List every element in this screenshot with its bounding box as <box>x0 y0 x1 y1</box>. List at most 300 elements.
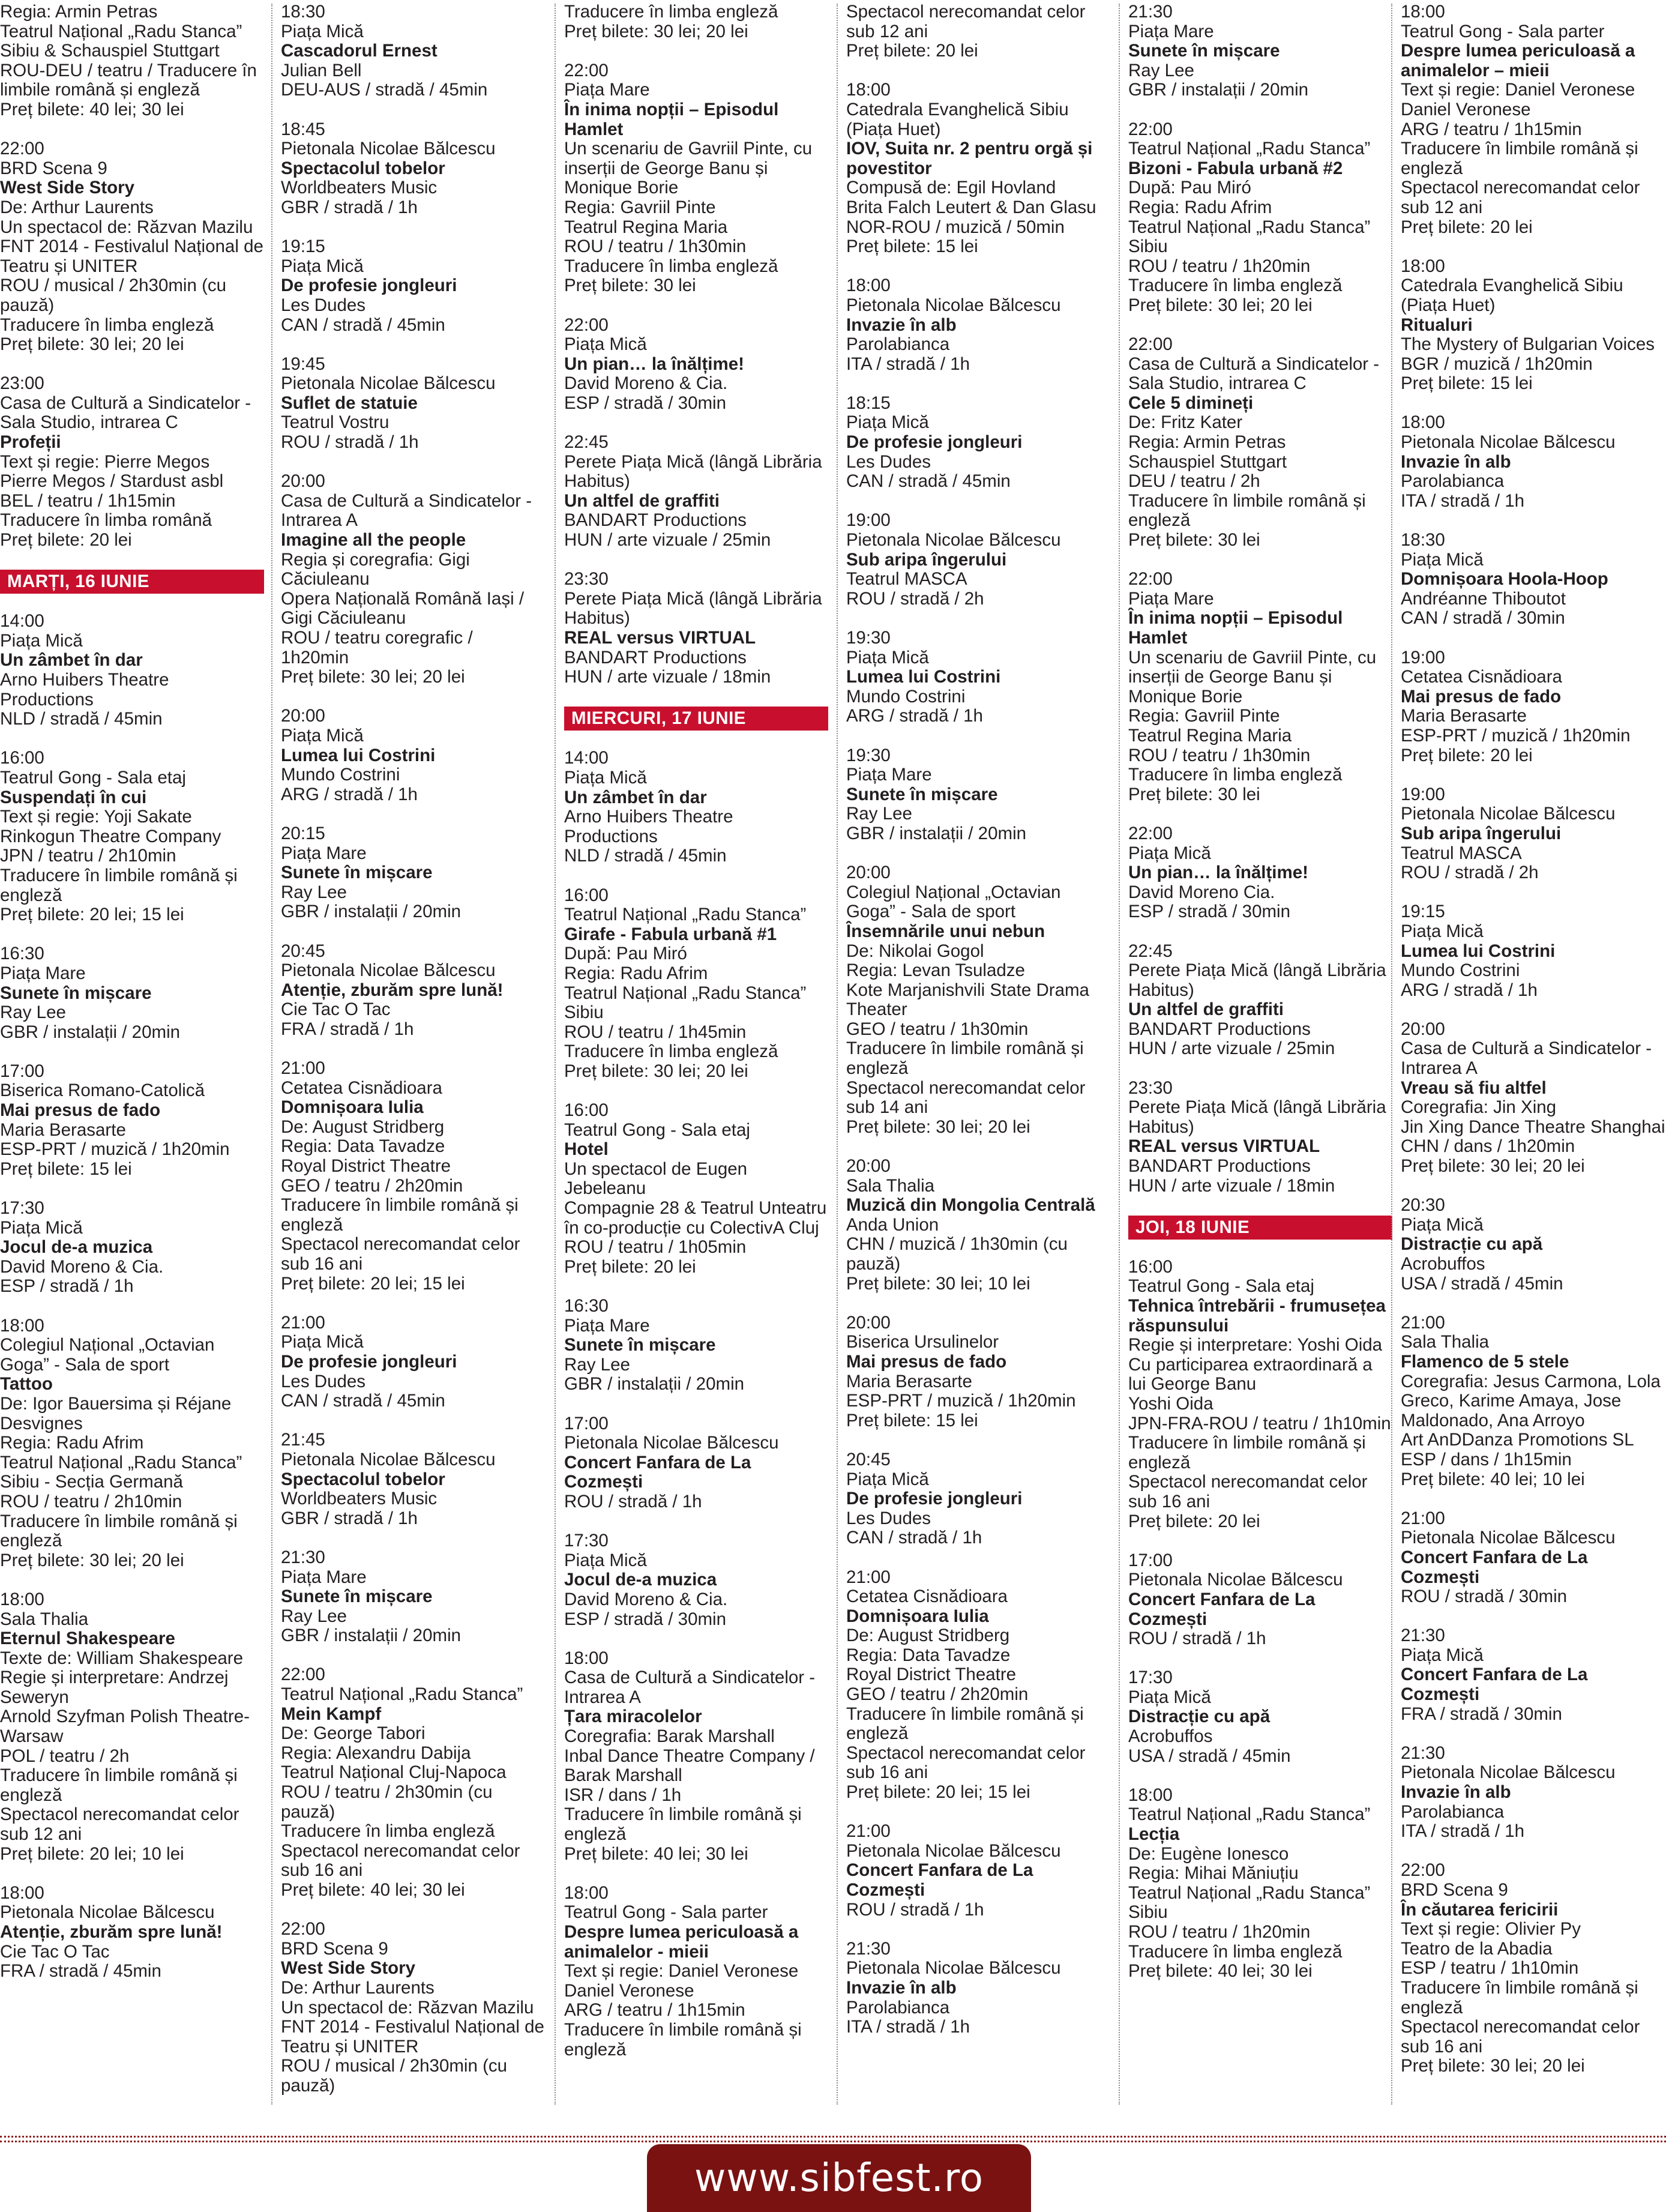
event-detail: CAN / stradă / 45min <box>281 315 445 335</box>
event-detail: Regia: Mihai Măniuțiu <box>1128 1863 1299 1884</box>
event-detail: Regia: Data Tavadze <box>846 1645 1011 1665</box>
event-venue: Pietonala Nicolae Bălcescu <box>281 139 496 159</box>
event-time: 19:00 <box>846 510 891 531</box>
event-venue: Piața Mică <box>564 334 647 355</box>
event-entry <box>564 749 828 866</box>
event-detail: GBR / stradă / 1h <box>281 197 418 217</box>
event-venue: Sala Thalia <box>1401 1332 1490 1352</box>
event-detail: JPN-FRA-ROU / teatru / 1h10min <box>1128 1413 1391 1433</box>
event-detail: Parolabianca <box>1401 1801 1505 1822</box>
event-detail: Preț bilete: 20 lei; 15 lei <box>0 905 184 925</box>
event-entry <box>564 1414 828 1512</box>
event-time: 20:45 <box>846 1449 891 1469</box>
event-detail: Traducere în limbile română și engleză <box>0 1765 238 1805</box>
event-detail: Spectacol nerecomandat celor sub 12 ani <box>0 1804 239 1845</box>
event-detail: Worldbeaters Music <box>281 1489 438 1509</box>
event-detail: Daniel Veronese <box>1401 99 1531 119</box>
event-detail: Les Dudes <box>846 451 931 472</box>
event-time: 17:00 <box>1128 1550 1173 1570</box>
schedule-column <box>1128 2 1392 2127</box>
event-venue: Piața Mică <box>281 256 364 276</box>
event-time: 16:30 <box>564 1296 609 1316</box>
event-time: 20:00 <box>846 1156 891 1177</box>
event-entry <box>1401 1020 1666 1177</box>
event-entry <box>1401 1196 1666 1294</box>
event-venue: Piața Mare <box>281 1567 367 1587</box>
event-detail: Schauspiel Stuttgart <box>1128 451 1287 472</box>
event-title: REAL versus VIRTUAL <box>564 628 756 648</box>
event-time: 22:45 <box>1128 941 1173 961</box>
event-entry <box>846 746 1110 844</box>
event-title: Imagine all the people <box>281 530 466 550</box>
event-entry <box>1401 1744 1666 1842</box>
event-time: 18:00 <box>846 276 891 296</box>
event-detail: NLD / stradă / 45min <box>564 846 727 866</box>
event-time: 22:00 <box>0 139 44 159</box>
event-time: 21:30 <box>846 1938 891 1959</box>
day-header: MARȚI, 16 IUNIE <box>0 570 264 594</box>
event-detail: Teatrul Regina Maria <box>1128 725 1292 746</box>
event-detail: Regia: Levan Tsuladze <box>846 960 1025 981</box>
event-detail: ESP / stradă / 1h <box>0 1276 134 1297</box>
event-venue: Piața Mică <box>281 725 364 746</box>
event-detail: ESP-PRT / muzică / 1h20min <box>1401 725 1631 746</box>
event-title: IOV, Suita nr. 2 pentru orgă și povestitor <box>846 139 1093 178</box>
event-entry <box>1401 902 1666 1000</box>
event-title: De profesie jongleuri <box>281 1351 457 1372</box>
schedule-column <box>1401 2 1666 2127</box>
event-entry <box>281 707 545 804</box>
event-time: 23:30 <box>1128 1077 1173 1098</box>
event-entry <box>1401 2 1666 237</box>
event-entry <box>0 374 264 550</box>
event-title: Invazie în alb <box>846 1977 957 1998</box>
event-venue: Casa de Cultură a Sindicatelor - Sala Studio, intrarea C <box>0 393 251 433</box>
event-venue: Piața Mică <box>0 1217 83 1238</box>
event-detail: Cie Tac O Tac <box>281 999 391 1020</box>
event-detail: ROU / teatru / 2h30min (cu pauză) <box>281 1782 493 1822</box>
event-detail: Preț bilete: 40 lei; 30 lei <box>564 1843 748 1864</box>
event-detail: Traducere în limbile română și engleză <box>0 1511 238 1551</box>
event-detail: GBR / instalații / 20min <box>0 1022 181 1042</box>
event-title: Distracție cu apă <box>1401 1234 1543 1255</box>
event-detail: Preț bilete: 40 lei; 30 lei <box>281 1880 465 1900</box>
event-title: Concert Fanfara de La Cozmești <box>1401 1547 1588 1587</box>
event-venue: Piața Mare <box>564 80 650 100</box>
event-detail: Preț bilete: 40 lei; 10 lei <box>1401 1469 1585 1489</box>
event-entry <box>564 1297 828 1394</box>
event-title: Lumea lui Costrini <box>1401 941 1556 961</box>
event-entry <box>0 1199 264 1297</box>
event-venue: Pietonala Nicolae Bălcescu <box>1401 804 1616 824</box>
event-detail: Rinkogun Theatre Company <box>0 826 221 846</box>
event-detail: Traducere în limba engleză <box>0 315 214 335</box>
event-entry <box>1401 531 1666 628</box>
event-entry <box>564 1884 828 2060</box>
event-time: 22:00 <box>1128 334 1173 355</box>
event-venue: Cetatea Cisnădioara <box>1401 667 1562 687</box>
event-detail: DEU / teatru / 2h <box>1128 471 1260 492</box>
event-detail: Ray Lee <box>1128 60 1194 80</box>
event-detail: The Mystery of Bulgarian Voices <box>1401 334 1655 355</box>
event-entry <box>0 749 264 924</box>
event-time: 18:00 <box>1401 412 1445 433</box>
event-time: 14:00 <box>564 748 609 768</box>
event-detail: Spectacol nerecomandat celor sub 14 ani <box>846 1077 1086 1118</box>
event-detail: Preț bilete: 40 lei; 30 lei <box>1128 1961 1313 1981</box>
event-detail: Traducere în limba engleză <box>564 1041 778 1062</box>
event-detail: Spectacol nerecomandat celor sub 12 ani <box>846 2 1086 41</box>
event-venue: Piața Mică <box>564 767 647 788</box>
event-venue: Piața Mică <box>564 1550 647 1570</box>
event-detail: Traducere în limba engleză <box>281 1821 495 1842</box>
event-time: 23:30 <box>564 569 609 589</box>
event-detail: David Moreno Cia. <box>1128 882 1275 902</box>
event-detail: Preț bilete: 30 lei; 10 lei <box>846 1273 1030 1294</box>
event-detail: De: August Stridberg <box>281 1117 445 1137</box>
event-detail: Parolabianca <box>846 1997 950 2018</box>
event-venue: Pietonala Nicolae Bălcescu <box>281 373 496 394</box>
event-time: 22:45 <box>564 432 609 453</box>
event-venue: Pietonala Nicolae Bălcescu <box>281 1449 496 1469</box>
event-title: Sunete în mișcare <box>846 784 998 804</box>
event-detail: ESP-PRT / muzică / 1h20min <box>846 1391 1076 1411</box>
event-detail: Les Dudes <box>846 1508 931 1528</box>
event-detail: Spectacol nerecomandat celor sub 16 ani <box>846 1743 1086 1783</box>
event-time: 19:00 <box>1401 784 1445 804</box>
event-venue: Perete Piața Mică (lângă Librăria Habitus) <box>564 588 822 628</box>
event-entry <box>564 316 828 414</box>
event-entry <box>846 863 1110 1137</box>
event-venue: Piața Mică <box>1401 1214 1484 1235</box>
event-time: 18:00 <box>564 1882 609 1903</box>
event-title: Concert Fanfara de La Cozmești <box>1401 1665 1588 1705</box>
event-time: 21:00 <box>846 1567 891 1587</box>
event-venue: Piața Mică <box>846 1469 929 1489</box>
event-venue: Sala Thalia <box>0 1609 89 1629</box>
event-title: Un zâmbet în dar <box>564 787 707 807</box>
event-detail: Un scenariu de Gavriil Pinte, cu inserții de George Banu și Monique Borie <box>1128 647 1377 707</box>
event-title: Concert Fanfara de La Cozmești <box>1128 1589 1316 1629</box>
event-entry <box>281 1059 545 1294</box>
event-venue: Colegiul Național „Octavian Goga” - Sala de sport <box>0 1335 215 1375</box>
event-detail: Teatrul Național „Radu Stanca” Sibiu <box>564 983 807 1023</box>
event-venue: Piața Mică <box>0 630 83 651</box>
event-detail: Traducere în limba engleză <box>564 256 778 276</box>
event-entry <box>281 1313 545 1411</box>
event-venue: Teatrul Gong - Sala parter <box>564 1902 768 1923</box>
event-detail: Preț bilete: 30 lei; 20 lei <box>1401 2056 1585 2076</box>
event-title: Tattoo <box>0 1374 53 1394</box>
event-venue: Piața Mică <box>1128 843 1211 863</box>
event-detail: ROU-DEU / teatru / Traducere în limbile română și engleză <box>0 60 257 100</box>
event-time: 19:30 <box>846 628 891 648</box>
event-venue: Piața Mică <box>281 1332 364 1352</box>
event-detail: David Moreno & Cia. <box>564 1589 728 1609</box>
event-time: 23:00 <box>0 373 44 394</box>
event-title: Mai presus de fado <box>846 1351 1007 1372</box>
event-detail: Traducere în limba engleză <box>1128 276 1343 296</box>
event-detail: CAN / stradă / 30min <box>1401 608 1565 628</box>
event-title: Sunete în mișcare <box>281 1587 433 1607</box>
event-time: 19:45 <box>281 354 325 374</box>
event-detail: FRA / stradă / 30min <box>1401 1704 1562 1724</box>
event-detail: Texte de: William Shakespeare <box>0 1648 243 1668</box>
column-divider <box>1119 4 1120 2105</box>
event-time: 22:00 <box>281 1919 325 1939</box>
event-entry <box>281 2 545 100</box>
event-title: West Side Story <box>281 1958 416 1978</box>
event-detail: ROU / teatru / 2h10min <box>0 1491 182 1511</box>
event-entry <box>846 80 1110 256</box>
event-time: 18:00 <box>1401 2 1445 22</box>
event-entry <box>1128 1668 1392 1766</box>
event-detail: Teatrul Național „Radu Stanca” Sibiu <box>1128 1882 1371 1923</box>
event-detail: GBR / instalații / 20min <box>281 1626 462 1646</box>
event-detail: Preț bilete: 20 lei <box>1401 217 1533 237</box>
event-time: 20:00 <box>846 1312 891 1333</box>
event-entry <box>846 276 1110 374</box>
event-entry <box>0 1062 264 1180</box>
event-detail: Preț bilete: 20 lei <box>1401 745 1533 765</box>
event-detail: ROU / stradă / 30min <box>1401 1587 1568 1607</box>
event-detail: Preț bilete: 30 lei; 20 lei <box>564 21 748 41</box>
event-entry <box>281 355 545 453</box>
event-entry <box>1128 335 1392 550</box>
event-detail: De: Nikolai Gogol <box>846 941 984 961</box>
event-detail: Preț bilete: 15 lei <box>1401 373 1533 394</box>
event-time: 17:30 <box>564 1531 609 1551</box>
event-venue: Pietonala Nicolae Bălcescu <box>846 530 1061 550</box>
event-title: Jocul de-a muzica <box>0 1237 153 1258</box>
event-detail: Text și regie: Daniel Veronese <box>1401 80 1635 100</box>
event-entry <box>564 1101 828 1277</box>
event-time: 22:00 <box>1128 823 1173 843</box>
event-detail: Preț bilete: 30 lei <box>1128 530 1260 550</box>
event-title: Ritualuri <box>1401 315 1473 335</box>
event-entry <box>564 61 828 296</box>
event-detail: Preț bilete: 15 lei <box>846 1410 978 1430</box>
event-title: Sub aripa îngerului <box>846 549 1007 570</box>
event-venue: Pietonala Nicolae Bălcescu <box>846 295 1061 315</box>
event-detail: Spectacol nerecomandat celor sub 16 ani <box>1128 1472 1368 1511</box>
event-venue: Teatrul Național „Radu Stanca” <box>1128 1804 1371 1825</box>
event-detail: După: Pau Miró <box>1128 178 1251 198</box>
event-detail: Preț bilete: 20 lei <box>1128 1511 1260 1531</box>
event-entry <box>1401 1861 1666 2076</box>
event-detail: Ray Lee <box>281 1606 347 1626</box>
event-detail: Spectacol nerecomandat celor sub 12 ani <box>1401 178 1640 217</box>
event-venue: Colegiul Național „Octavian Goga” - Sala de sport <box>846 882 1061 922</box>
event-title: Flamenco de 5 stele <box>1401 1351 1569 1372</box>
event-title: Domnișoara Iulia <box>281 1097 424 1118</box>
footer-divider-bottom <box>0 2141 1666 2142</box>
event-entry <box>0 2 264 120</box>
event-detail: Teatrul Național „Radu Stanca” Sibiu <box>1128 217 1371 257</box>
event-detail: Preț bilete: 30 lei; 20 lei <box>1128 295 1313 315</box>
event-entry <box>846 1939 1110 2037</box>
event-detail: NLD / stradă / 45min <box>0 709 163 729</box>
event-title: Domnișoara Iulia <box>846 1606 989 1626</box>
event-detail: Preț bilete: 30 lei; 20 lei <box>0 1550 184 1570</box>
event-detail: GBR / instalații / 20min <box>846 823 1027 843</box>
event-entry <box>0 1590 264 1864</box>
event-time: 20:15 <box>281 823 325 843</box>
event-title: În căutarea fericirii <box>1401 1899 1559 1920</box>
event-time: 17:30 <box>1128 1668 1173 1688</box>
event-detail: Traducere în limbile română și engleză <box>0 865 238 905</box>
event-venue: Cetatea Cisnădioara <box>846 1587 1008 1607</box>
event-entry <box>564 1531 828 1629</box>
event-venue: Perete Piața Mică (lângă Librăria Habitus) <box>1128 960 1386 1000</box>
event-detail: Text și regie: Yoji Sakate <box>0 807 192 827</box>
event-entry <box>1401 785 1666 883</box>
event-title: De profesie jongleuri <box>281 276 457 296</box>
event-venue: Perete Piața Mică (lângă Librăria Habitus) <box>564 451 822 492</box>
event-detail: ROU / stradă / 1h <box>281 432 419 453</box>
event-detail: GEO / teatru / 1h30min <box>846 1019 1029 1039</box>
event-detail: ROU / teatru / 1h20min <box>1128 256 1311 276</box>
event-entry <box>281 824 545 922</box>
event-entry <box>1128 2 1392 100</box>
event-title: În inima nopții – Episodul Hamlet <box>564 99 779 139</box>
event-time: 21:00 <box>1401 1312 1445 1333</box>
event-entry <box>281 1430 545 1528</box>
event-detail: Pierre Megos / Stardust asbl <box>0 471 224 492</box>
event-title: Bizoni - Fabula urbană #2 <box>1128 158 1343 178</box>
event-venue: Pietonala Nicolae Bălcescu <box>846 1840 1061 1861</box>
event-title: Un altfel de graffiti <box>564 490 720 511</box>
event-entry <box>1401 1313 1666 1489</box>
event-title: Vreau să fiu altfel <box>1401 1077 1547 1098</box>
event-detail: JPN / teatru / 2h10min <box>0 846 176 866</box>
event-detail: FRA / stradă / 45min <box>0 1961 161 1981</box>
event-entry <box>1128 120 1392 316</box>
event-detail: ROU / musical / 2h30min (cu pauză) <box>281 2056 508 2096</box>
event-detail: Regia și coregrafia: Gigi Căciuleanu <box>281 549 470 589</box>
event-entry <box>564 570 828 687</box>
event-title: Tehnica întrebării - frumusețea răspunsului <box>1128 1296 1386 1336</box>
event-detail: CAN / stradă / 1h <box>846 1528 982 1548</box>
event-entry <box>281 472 545 687</box>
event-title: Invazie în alb <box>846 315 957 335</box>
event-entry <box>0 1316 264 1571</box>
event-detail: Arnold Szyfman Polish Theatre-Warsaw <box>0 1707 250 1747</box>
event-time: 22:00 <box>281 1665 325 1685</box>
event-detail: Kote Marjanishvili State Drama Theater <box>846 980 1089 1020</box>
event-detail: Text și regie: Daniel Veronese <box>564 1961 799 1981</box>
event-title: Despre lumea periculoasă a animalelor - mieii <box>564 1922 799 1962</box>
event-detail: Les Dudes <box>281 1371 366 1391</box>
event-detail: ROU / teatru / 1h45min <box>564 1022 747 1042</box>
event-time: 22:00 <box>1401 1860 1445 1881</box>
event-detail: Maria Berasarte <box>846 1371 972 1391</box>
event-time: 18:00 <box>0 1315 44 1336</box>
event-detail: BANDART Productions <box>1128 1019 1311 1039</box>
event-detail: Opera Națională Română Iași / Gigi Căciuleanu <box>281 588 525 628</box>
event-time: 22:00 <box>1128 119 1173 139</box>
event-detail: Royal District Theatre <box>846 1665 1017 1685</box>
event-venue: Piața Mică <box>1401 921 1484 941</box>
event-detail: David Moreno & Cia. <box>0 1256 164 1277</box>
event-detail: Teatrul Național Cluj-Napoca <box>281 1762 507 1783</box>
event-venue: Piața Mare <box>1128 21 1214 41</box>
event-title: REAL versus VIRTUAL <box>1128 1136 1320 1157</box>
event-detail: De: August Stridberg <box>846 1626 1010 1646</box>
event-title: Mai presus de fado <box>1401 686 1562 707</box>
event-title: Profeții <box>0 432 61 453</box>
event-detail: ARG / teatru / 1h15min <box>1401 119 1582 139</box>
event-detail: Text și regie: Olivier Py <box>1401 1919 1581 1939</box>
event-venue: Piața Mare <box>564 1315 650 1336</box>
event-detail: DEU-AUS / stradă / 45min <box>281 80 488 100</box>
event-time: 22:00 <box>1128 569 1173 589</box>
event-title: Eternul Shakespeare <box>0 1629 175 1649</box>
event-detail: Traducere în limbile română și engleză <box>564 1804 802 1845</box>
footer-divider-top <box>0 2136 1666 2138</box>
event-detail: ESP / dans / 1h15min <box>1401 1449 1572 1469</box>
event-title: Atenție, zburăm spre lună! <box>0 1922 223 1942</box>
event-time: 16:30 <box>0 944 44 964</box>
event-detail: De: Arthur Laurents <box>0 197 154 217</box>
event-venue: Piața Mică <box>846 647 929 668</box>
event-time: 18:15 <box>846 393 891 413</box>
event-venue: Catedrala Evanghelică Sibiu (Piața Huet) <box>846 99 1069 139</box>
event-detail: Teatrul Național „Radu Stanca” Sibiu & Schauspiel Stuttgart <box>0 21 242 61</box>
event-detail: Traducere în limbile română și engleză <box>281 1195 519 1235</box>
event-detail: Regie și interpretare: Yoshi Oida <box>1128 1335 1383 1355</box>
event-detail: BEL / teatru / 1h15min <box>0 490 176 511</box>
event-entry <box>1401 1509 1666 1607</box>
event-title: Cascadorul Ernest <box>281 41 438 61</box>
event-detail: Traducere în limbile română și engleză <box>1128 490 1366 531</box>
event-detail: Text și regie: Pierre Megos <box>0 451 210 472</box>
event-entry <box>846 1568 1110 1803</box>
event-title: Cele 5 dimineți <box>1128 393 1254 413</box>
event-detail: ARG / stradă / 1h <box>281 784 418 804</box>
event-detail: Preț bilete: 30 lei; 20 lei <box>281 667 465 687</box>
event-entry <box>1128 1786 1392 1981</box>
website-link[interactable]: www.sibfest.ro <box>694 2156 984 2201</box>
schedule-column <box>564 2 828 2127</box>
event-detail: Preț bilete: 20 lei <box>564 1256 696 1277</box>
event-detail: Arno Huibers Theatre Productions <box>564 807 733 846</box>
event-detail: Traducere în limbile română și engleză <box>564 2019 802 2060</box>
event-detail: ARG / teatru / 1h15min <box>564 2000 745 2021</box>
event-detail: Traducere în limba engleză <box>1128 765 1343 785</box>
event-detail: Preț bilete: 30 lei; 20 lei <box>846 1117 1030 1137</box>
event-detail: Mundo Costrini <box>846 686 966 707</box>
event-detail: GBR / instalații / 20min <box>564 1374 745 1394</box>
event-detail: Preț bilete: 20 lei <box>0 530 132 550</box>
event-detail: Traducere în limbile română și engleză <box>1401 1977 1638 2018</box>
event-title: Mein Kampf <box>281 1704 382 1724</box>
event-detail: GBR / instalații / 20min <box>281 902 462 922</box>
event-title: De profesie jongleuri <box>846 432 1023 453</box>
event-detail: ITA / stradă / 1h <box>846 354 970 374</box>
event-title: Sunete în mișcare <box>0 983 152 1003</box>
event-title: West Side Story <box>0 178 135 198</box>
event-entry <box>564 433 828 550</box>
event-title: Jocul de-a muzica <box>564 1570 717 1590</box>
event-time: 20:00 <box>1401 1019 1445 1039</box>
event-time: 22:00 <box>564 315 609 335</box>
event-time: 18:00 <box>1128 1785 1173 1805</box>
event-venue: Piața Mare <box>1128 588 1214 609</box>
event-detail: Regia: Data Tavadze <box>281 1136 445 1157</box>
event-detail: Un spectacol de Eugen Jebeleanu <box>564 1159 748 1199</box>
event-detail: ROU / teatru / 1h30min <box>1128 745 1311 765</box>
